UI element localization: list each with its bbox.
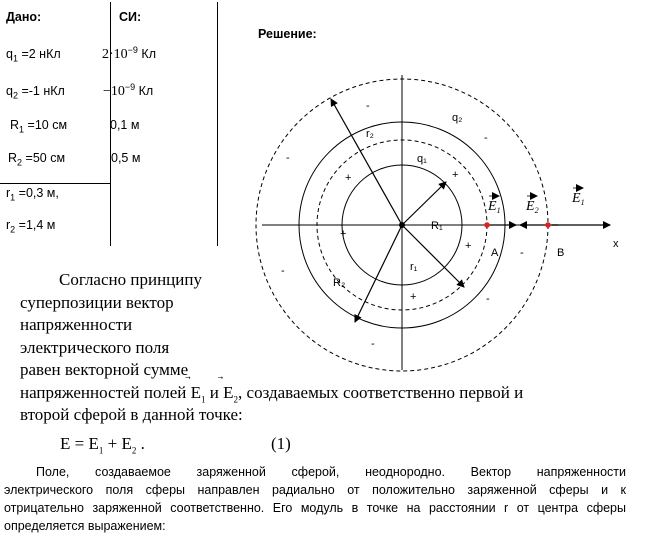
paragraph-line-3: отрицательно заряженной соответственно. Его модуль в точке на расстоянии r от центра сферы (4, 501, 626, 515)
R1-vector (402, 182, 446, 225)
label-r2: r₂ (366, 128, 374, 140)
body-line-3: напряженности (20, 315, 133, 334)
si-R2: 0,5 м (111, 151, 141, 165)
paragraph-line-1: Поле, создаваемое заряженной сферой, неоднородно. Вектор напряженности (36, 465, 626, 479)
center-point (399, 222, 405, 228)
si-q1: $2\cdot 10^{-9}$ Кл (102, 45, 156, 63)
si-heading: СИ: (119, 10, 142, 24)
vector-E2: $E_2$ (223, 383, 239, 405)
plus-sign: + (410, 291, 417, 303)
paragraph-line-2: электрического поля сферы направлен радиально от положительно заряженной сферы и к (4, 483, 626, 497)
given-R1: $R_1 =10$ см (10, 118, 68, 135)
given-r1: $r_1 =0,3$ м, (6, 186, 59, 203)
si-R1: 0,1 м (110, 118, 140, 132)
equation-number: (1) (271, 434, 291, 453)
given-q1: $q_1 =2$ нКл (6, 47, 61, 64)
body-line-1: Согласно принципу (59, 270, 202, 289)
given-q2: $q_2 =-1$ нКл (6, 84, 65, 101)
body-line-2: суперпозиции вектор (20, 293, 174, 312)
r2-vector (331, 99, 402, 225)
label-R1: R₁ (431, 220, 443, 232)
label-q1: q₁ (417, 153, 427, 165)
plus-sign: + (452, 169, 459, 181)
minus-sign: - (371, 338, 375, 350)
plus-sign: + (465, 240, 472, 252)
minus-sign: - (520, 247, 524, 259)
plus-sign: + (345, 172, 352, 184)
r1-vector (402, 225, 464, 287)
label-q2: q₂ (452, 112, 463, 124)
label-B: B (557, 247, 565, 259)
label-E2-A: $E_2$ (526, 199, 539, 215)
equation-1: $E = E_1 + E_2$ . (60, 434, 145, 456)
minus-sign: - (366, 100, 370, 112)
si-q2: $-10^{-9}$ Кл (103, 82, 154, 100)
vector-E1: $E_1$ (190, 383, 206, 405)
label-E1-B: $E_1$ (572, 191, 585, 207)
point-A-marker (484, 222, 490, 228)
label-A: A (491, 247, 499, 259)
given-R2: $R_2 =50$ см (8, 151, 66, 168)
label-r1: r₁ (410, 261, 418, 273)
body-line-4: электрического поля (20, 338, 170, 357)
point-B-marker (545, 222, 551, 228)
solution-heading: Решение: (258, 27, 317, 41)
label-R2: R₂ (333, 277, 346, 289)
given-r2: $r_2 =1,4$ м (6, 218, 56, 235)
plus-sign: + (340, 228, 347, 240)
R2-vector (355, 225, 402, 322)
given-heading: Дано: (6, 10, 42, 24)
paragraph-line-4: определяется выражением: (4, 519, 166, 533)
label-x: x (613, 238, 619, 250)
minus-sign: - (486, 293, 490, 305)
body-line-6: напряженностей полей $E_1$ и $E_2$, создаваемых соответственно первой и (20, 383, 524, 405)
body-line-5: равен векторной сумме (20, 360, 189, 379)
minus-sign: - (484, 132, 488, 144)
body-line-7: второй сферой в данной точке: (20, 405, 243, 424)
label-E1-A: $E_1$ (488, 199, 501, 215)
minus-sign: - (281, 265, 285, 277)
minus-sign: - (286, 152, 290, 164)
